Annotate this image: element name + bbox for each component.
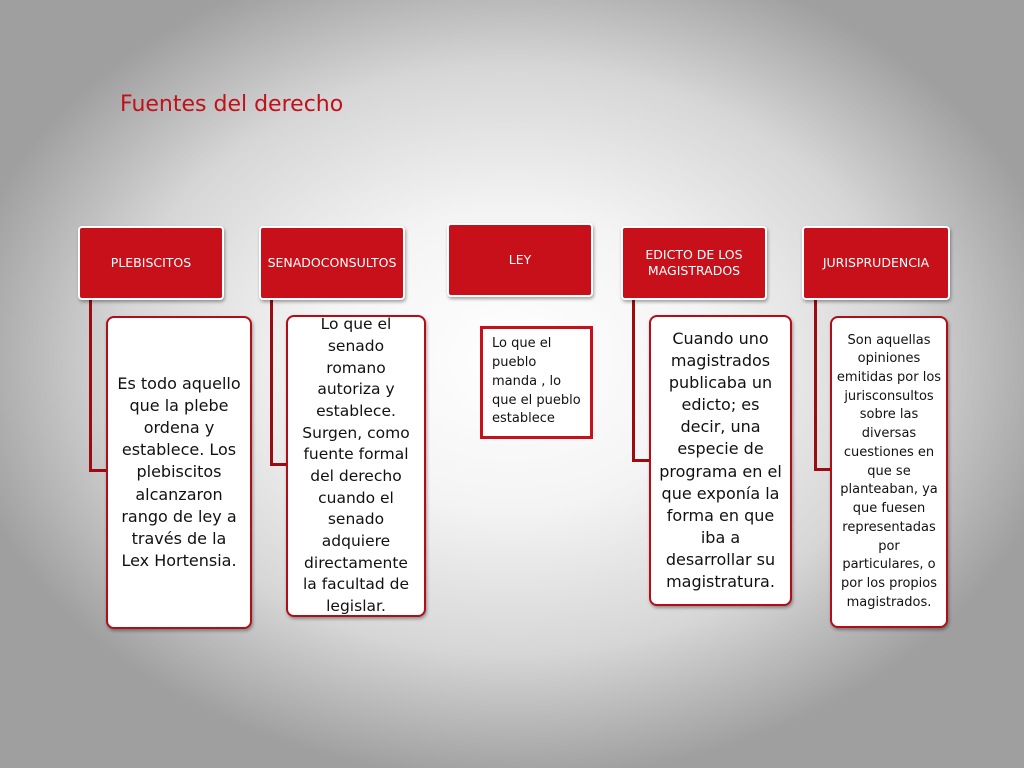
connector-line: [89, 296, 92, 472]
slide-title: Fuentes del derecho: [120, 92, 344, 117]
connector-line: [632, 296, 635, 462]
card-jurisprudencia: [830, 316, 948, 628]
header-label: JURISPRUDENCIA: [822, 255, 930, 271]
header-edicto: [621, 226, 767, 300]
card-senadoconsultos: [286, 315, 426, 617]
card-edicto: [649, 315, 792, 606]
card-text: Cuando uno magistrados publicaba un edicto; es decir, una especie de programa en el que exponía la forma en que iba a desarrollar su magistratura.: [659, 329, 782, 591]
card-plebiscitos: [106, 316, 252, 629]
connector-line: [814, 296, 817, 471]
header-label: SENADOCONSULTOS: [267, 255, 397, 271]
connector-line: [270, 296, 273, 466]
header-ley: [447, 223, 593, 297]
card-ley: [480, 326, 593, 439]
card-text: Lo que el pueblo manda , lo que el pueblo establece: [492, 336, 581, 427]
header-jurisprudencia: [802, 226, 950, 300]
card-text: Son aquellas opiniones emitidas por los jurisconsultos sobre las diversas cuestiones en que se planteaban, ya que fuesen representadas por particulares, o por los propios magistrados.: [836, 332, 942, 610]
header-plebiscitos: [78, 226, 224, 300]
card-text: Es todo aquello que la plebe ordena y establece. Los plebiscitos alcanzaron rango de ley a través de la Lex Hortensia.: [117, 374, 241, 570]
header-label: LEY: [508, 252, 532, 268]
header-label: EDICTO DE LOS MAGISTRADOS: [645, 247, 743, 278]
header-senadoconsultos: [259, 226, 405, 300]
card-text: Lo que el senado romano autoriza y establece. Surgen, como fuente formal del derecho cuando el senado adquiere directamente la facultad de legislar.: [302, 315, 410, 616]
header-label: PLEBISCITOS: [110, 255, 192, 271]
